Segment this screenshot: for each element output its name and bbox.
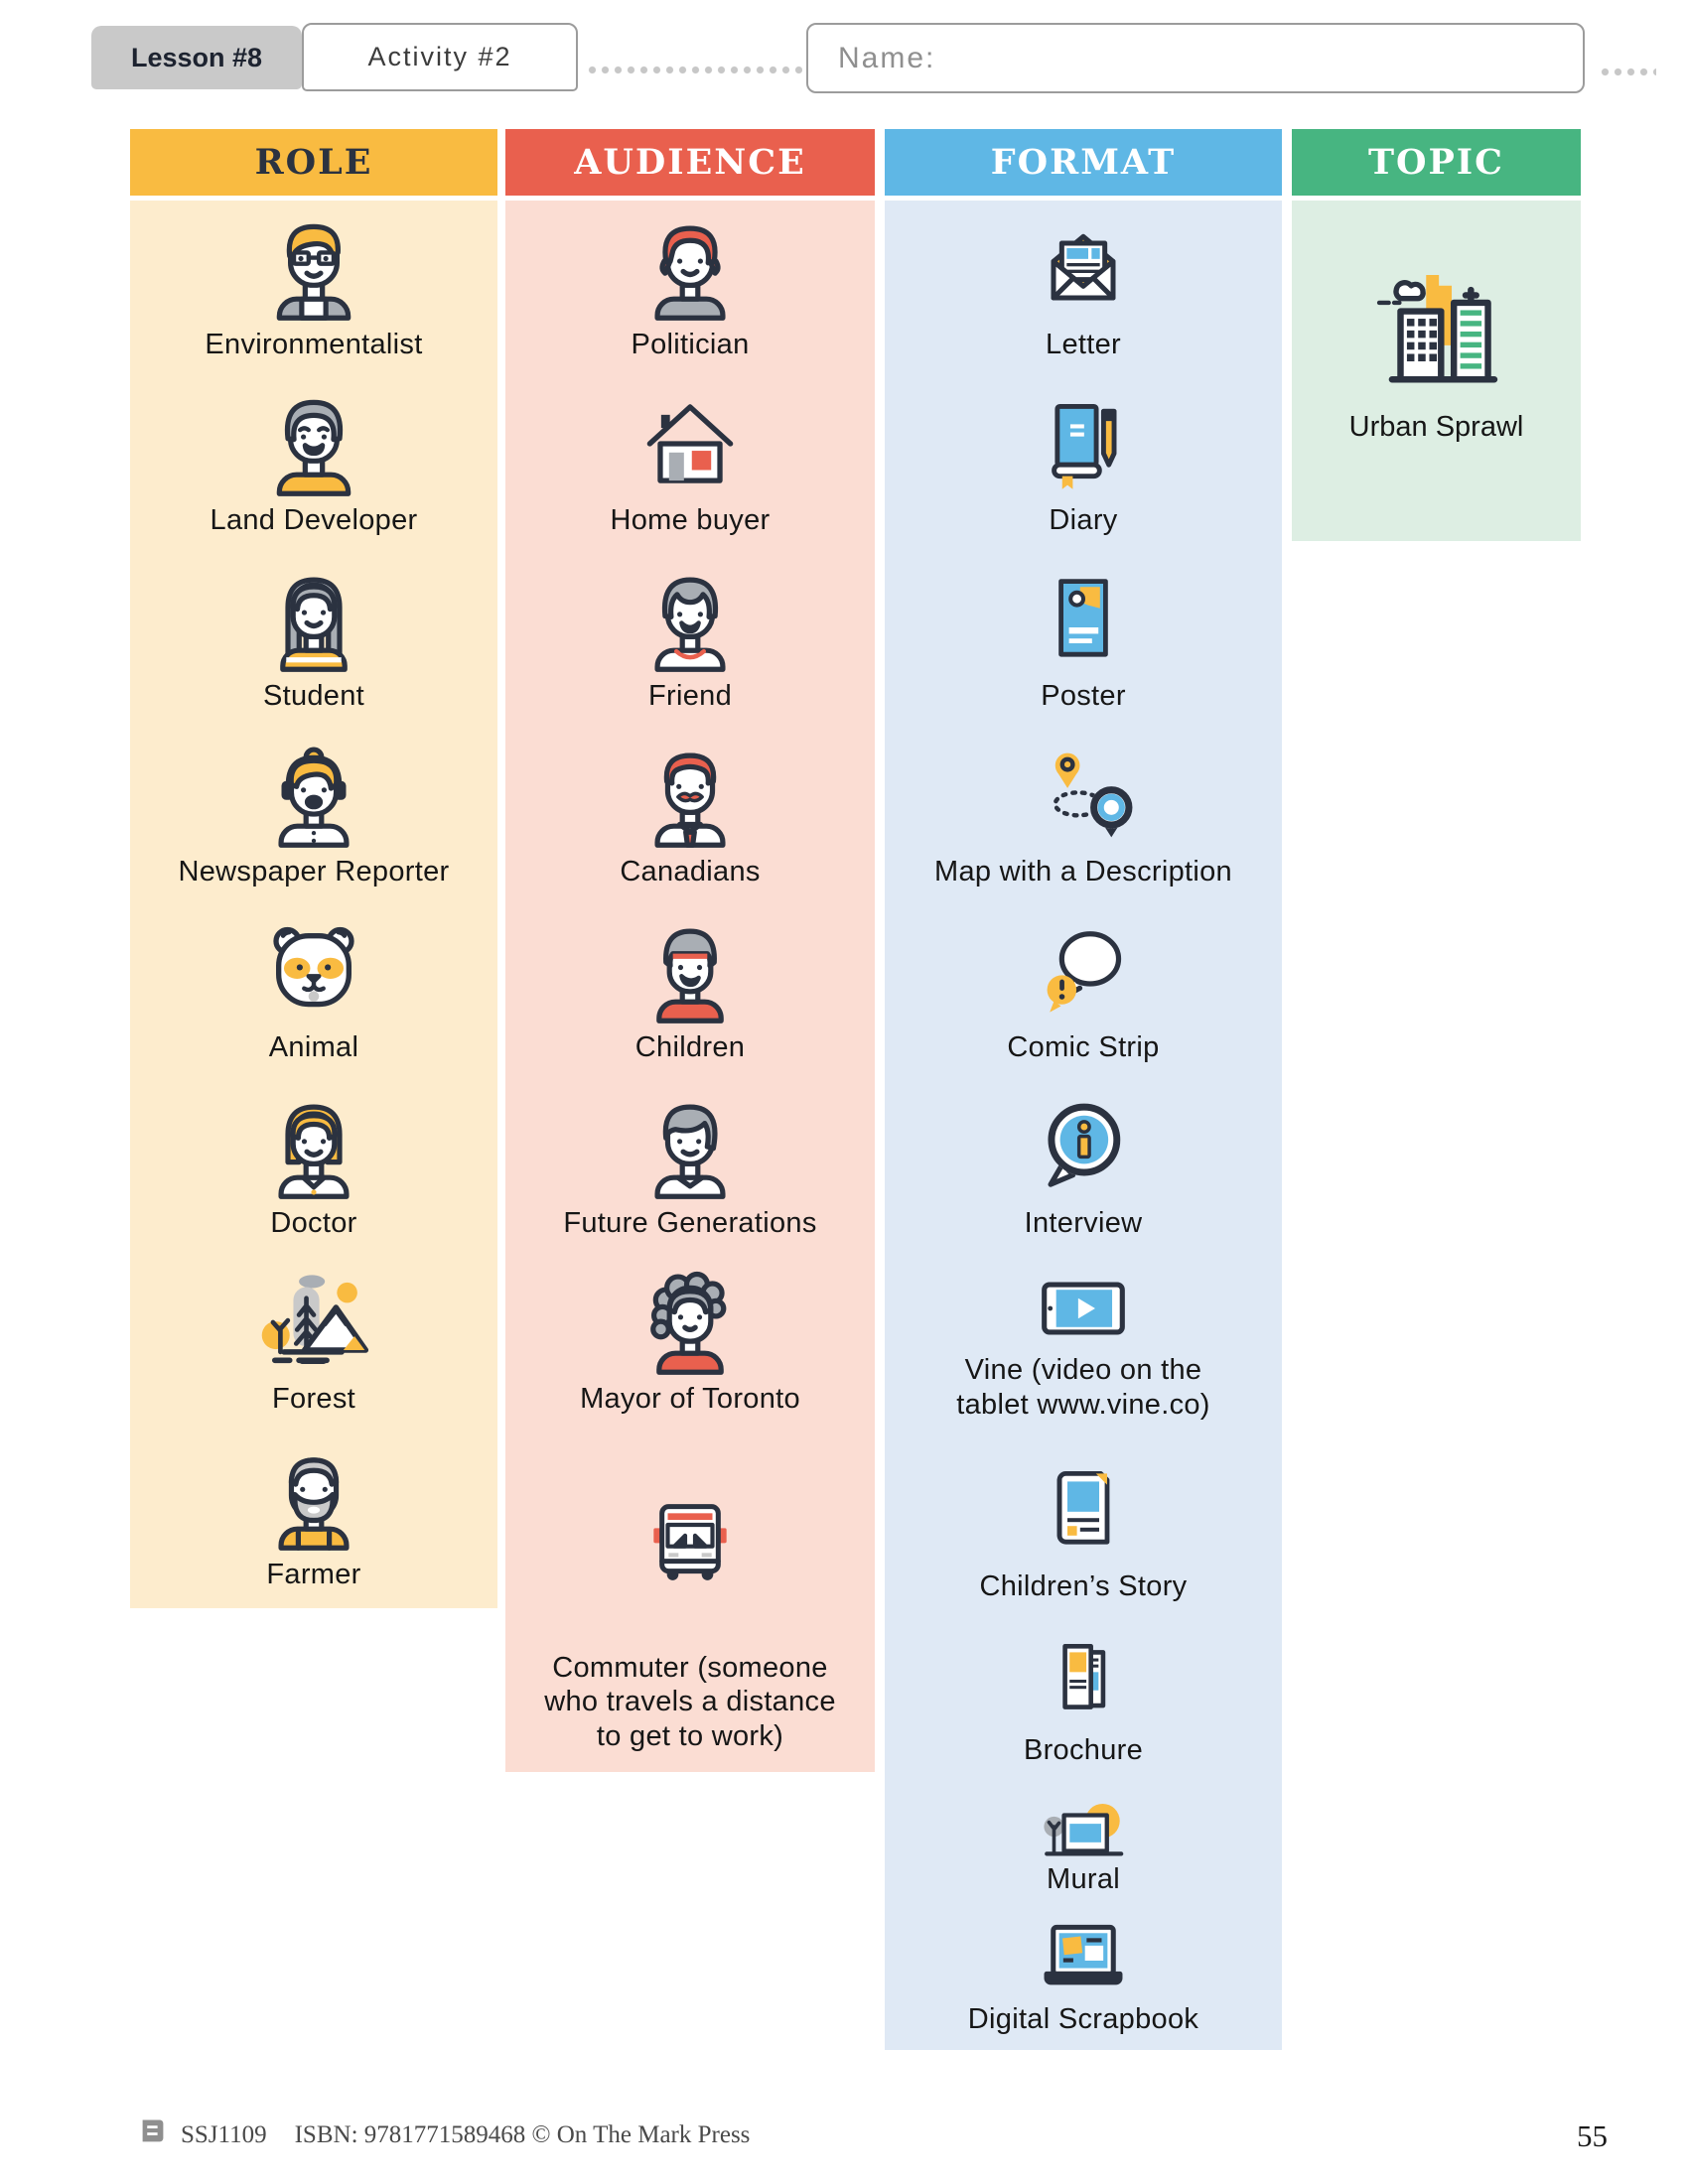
item-childrens-story bbox=[885, 1436, 1282, 1618]
item-label: Environmentalist bbox=[205, 329, 423, 361]
item-label: Friend bbox=[648, 680, 732, 713]
column-body-topic bbox=[1292, 201, 1581, 541]
letter-icon bbox=[1034, 208, 1133, 328]
product-code: SSJ1109 bbox=[181, 2120, 267, 2148]
isbn-copyright: ISBN: 9781771589468 © On The Mark Press bbox=[294, 2120, 751, 2148]
column-audience bbox=[505, 129, 875, 1772]
item-label: Future Generations bbox=[563, 1207, 817, 1240]
footer bbox=[139, 2116, 750, 2153]
story-book-icon bbox=[1036, 1444, 1131, 1570]
column-header-format: FORMAT bbox=[885, 129, 1282, 196]
future-generations-icon bbox=[638, 1087, 742, 1206]
newspaper-reporter-icon bbox=[262, 736, 365, 855]
item-friend bbox=[505, 552, 875, 728]
item-label: Doctor bbox=[270, 1207, 357, 1240]
item-label: Mural bbox=[1046, 1863, 1120, 1896]
item-label: Land Developer bbox=[210, 504, 418, 537]
interview-icon bbox=[1032, 1087, 1135, 1206]
item-doctor bbox=[130, 1079, 497, 1255]
comic-strip-icon bbox=[1032, 911, 1135, 1030]
item-label: Farmer bbox=[266, 1559, 361, 1591]
item-newspaper-reporter bbox=[130, 728, 497, 903]
item-label: Children bbox=[634, 1031, 746, 1064]
children-icon bbox=[638, 911, 742, 1030]
item-letter bbox=[885, 201, 1282, 376]
item-label: Interview bbox=[1024, 1207, 1143, 1240]
panda-icon bbox=[260, 911, 367, 1030]
tablet-video-icon bbox=[1032, 1263, 1135, 1353]
item-diary bbox=[885, 376, 1282, 552]
item-urban-sprawl bbox=[1349, 201, 1524, 444]
item-comic-strip bbox=[885, 903, 1282, 1079]
publisher-logo-icon bbox=[139, 2116, 167, 2153]
dotted-connector-right bbox=[1599, 66, 1656, 78]
item-label: Brochure bbox=[1023, 1734, 1144, 1767]
item-home-buyer bbox=[505, 376, 875, 552]
item-label: Letter bbox=[1046, 329, 1121, 361]
item-environmentalist bbox=[130, 201, 497, 376]
item-animal bbox=[130, 903, 497, 1079]
item-land-developer bbox=[130, 376, 497, 552]
column-body-audience bbox=[505, 201, 875, 1772]
item-label: Forest bbox=[272, 1383, 355, 1416]
item-poster bbox=[885, 552, 1282, 728]
item-label: Urban Sprawl bbox=[1348, 411, 1524, 443]
diary-icon bbox=[1035, 384, 1132, 503]
item-future-generations bbox=[505, 1079, 875, 1255]
item-label: Home buyer bbox=[610, 504, 771, 537]
land-developer-icon bbox=[262, 384, 365, 503]
column-role bbox=[130, 129, 497, 1608]
item-label: Student bbox=[262, 680, 365, 713]
laptop-scrapbook-icon bbox=[1032, 1919, 1135, 2002]
item-label: Comic Strip bbox=[1007, 1031, 1160, 1064]
poster-icon bbox=[1036, 560, 1131, 679]
politician-icon bbox=[638, 208, 742, 328]
item-label: Mayor of Toronto bbox=[580, 1383, 800, 1416]
item-mayor-of-toronto bbox=[505, 1255, 875, 1431]
column-body-role bbox=[130, 201, 497, 1608]
page-number: 55 bbox=[1577, 2118, 1608, 2153]
item-mural bbox=[885, 1782, 1282, 1911]
item-label: Animal bbox=[268, 1031, 359, 1064]
activity-tab: Activity #2 bbox=[302, 23, 578, 91]
item-label: Poster bbox=[1041, 680, 1126, 713]
item-label: Commuter (someone who travels a distance to get to work) bbox=[544, 1651, 836, 1753]
item-label: Digital Scrapbook bbox=[967, 2003, 1199, 2035]
student-icon bbox=[262, 560, 365, 679]
column-topic bbox=[1292, 129, 1581, 541]
mural-icon bbox=[1036, 1790, 1131, 1862]
item-farmer bbox=[130, 1431, 497, 1606]
farmer-icon bbox=[262, 1438, 365, 1558]
item-label: Canadians bbox=[620, 856, 761, 888]
forest-icon bbox=[255, 1263, 372, 1382]
column-body-format bbox=[885, 201, 1282, 2050]
urban-sprawl-icon bbox=[1366, 260, 1507, 395]
doctor-icon bbox=[262, 1087, 365, 1206]
item-children bbox=[505, 903, 875, 1079]
item-vine bbox=[885, 1255, 1282, 1436]
friend-icon bbox=[638, 560, 742, 679]
column-format bbox=[885, 129, 1282, 2050]
item-map-with-description bbox=[885, 728, 1282, 903]
item-canadians bbox=[505, 728, 875, 903]
canadians-icon bbox=[638, 736, 742, 855]
column-header-topic: TOPIC bbox=[1292, 129, 1581, 196]
item-label: Vine (video on the tablet www.vine.co) bbox=[956, 1354, 1210, 1422]
item-label: Map with a Description bbox=[934, 856, 1232, 888]
lesson-tab: Lesson #8 bbox=[91, 26, 302, 89]
item-commuter bbox=[505, 1431, 875, 1772]
brochure-icon bbox=[1038, 1626, 1129, 1733]
item-student bbox=[130, 552, 497, 728]
item-label: Children’s Story bbox=[979, 1570, 1188, 1603]
bus-icon bbox=[640, 1438, 740, 1651]
map-icon bbox=[1028, 736, 1139, 855]
mayor-icon bbox=[638, 1263, 742, 1382]
item-politician bbox=[505, 201, 875, 376]
item-digital-scrapbook bbox=[885, 1911, 1282, 2050]
item-label: Diary bbox=[1049, 504, 1118, 537]
item-forest bbox=[130, 1255, 497, 1431]
column-header-audience: AUDIENCE bbox=[505, 129, 875, 196]
dotted-connector bbox=[586, 64, 802, 76]
house-icon bbox=[636, 384, 744, 503]
environmentalist-icon bbox=[262, 208, 365, 328]
item-interview bbox=[885, 1079, 1282, 1255]
column-header-role: ROLE bbox=[130, 129, 497, 196]
name-field[interactable]: Name: bbox=[806, 23, 1585, 93]
item-label: Newspaper Reporter bbox=[178, 856, 450, 888]
item-label: Politician bbox=[631, 329, 750, 361]
item-brochure bbox=[885, 1618, 1282, 1782]
